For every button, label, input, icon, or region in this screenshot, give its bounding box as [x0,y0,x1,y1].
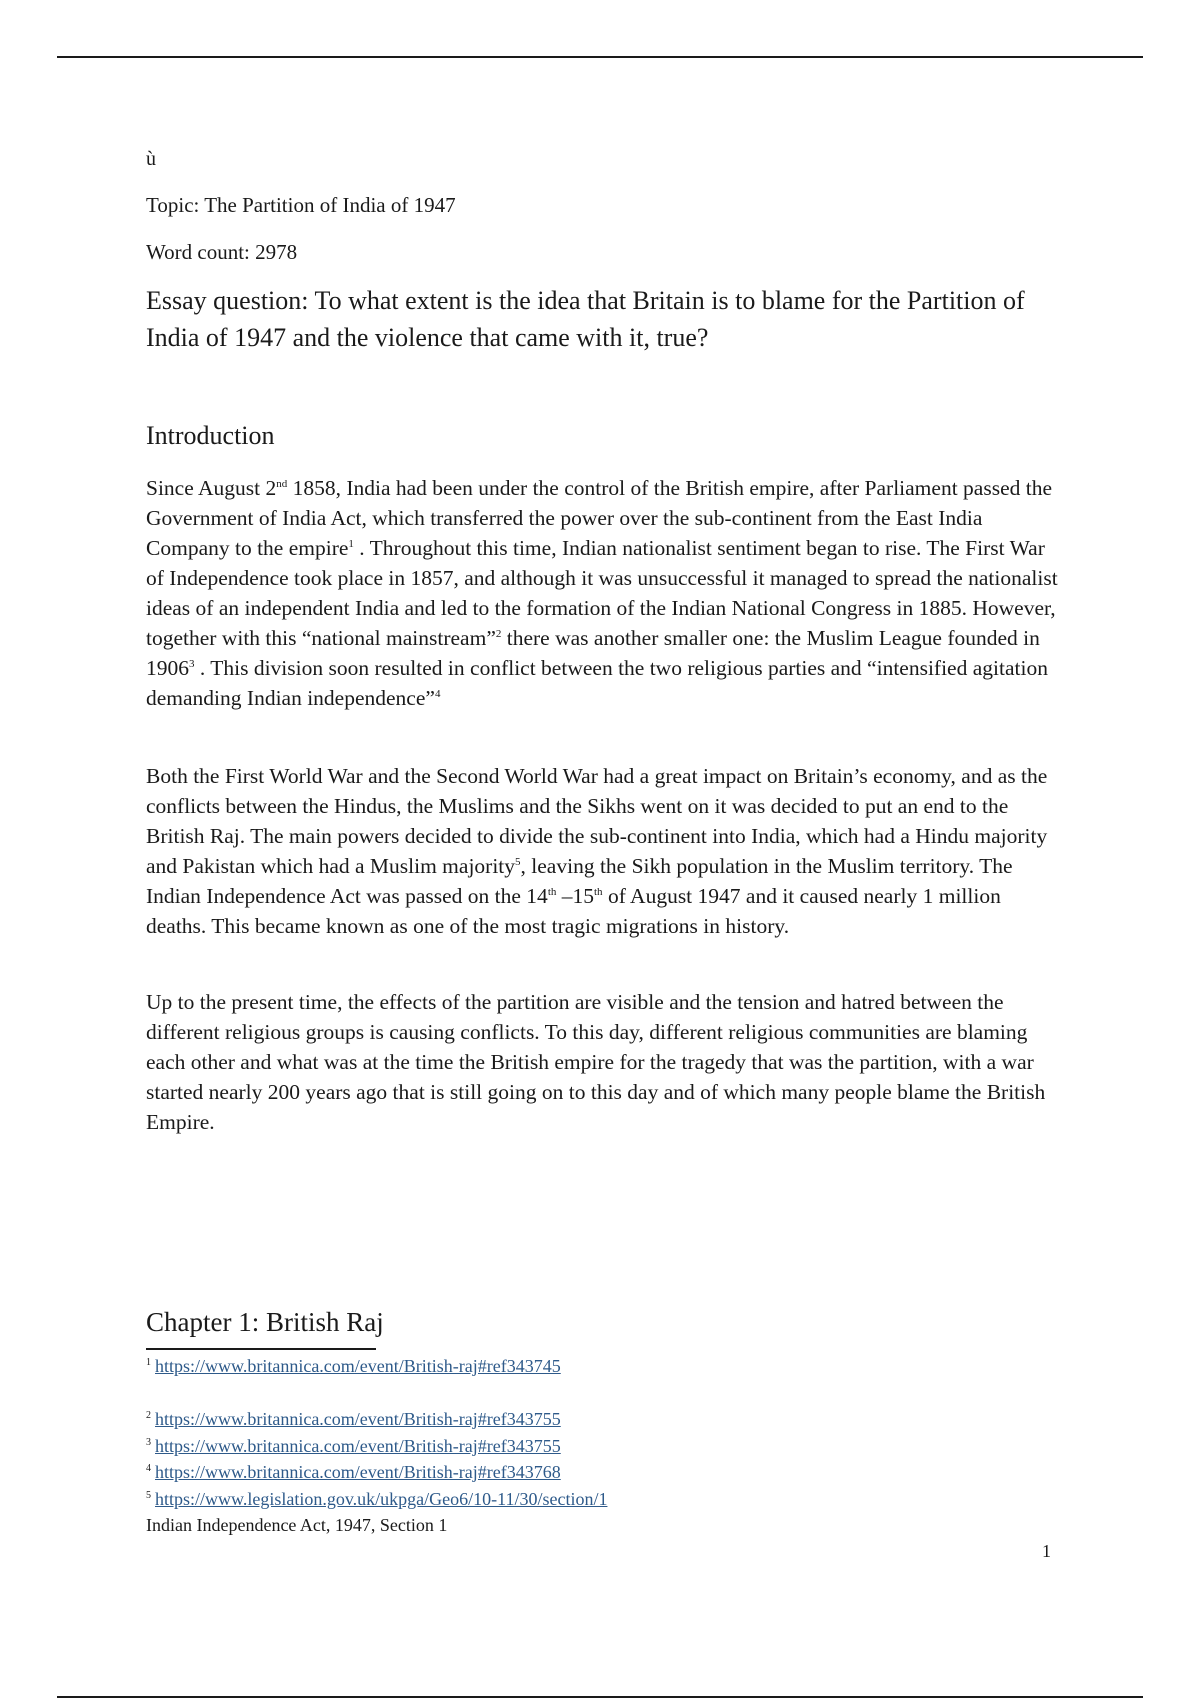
footnote-4-link[interactable]: https://www.britannica.com/event/British-raj#ref343768 [155,1462,561,1482]
footnote-4: $^4$ https://www.britannica.com/event/British-raj#ref343768 [146,1462,561,1482]
essay-question: Essay question: To what extent is the idea that Britain is to blame for the Partition of India of 1947 and the violence that came with it, true? [146,286,1025,352]
footer-rule [57,1696,1143,1698]
footnote-ref-1[interactable]: 1 [348,537,354,550]
intro-paragraph-3: Up to the present time, the effects of the partition are visible and the tension and hatred between the different religious groups is causing conflicts. To this day, different religious communities are blaming each other and what was at the time the British empire for the tragedy that was the partition, with a war started nearly 200 years ago that is still going on to this day and of which many people blame the British Empire. [146,990,1046,1134]
footnote-1: $^1$ https://www.britannica.com/event/British-raj#ref343745 [146,1356,561,1376]
header-rule [57,56,1143,58]
chapter-1-heading: Chapter 1: British Raj [146,1307,384,1337]
footnote-5-link[interactable]: https://www.legislation.gov.uk/ukpga/Geo6/10-11/30/section/1 [155,1489,608,1509]
page-number: 1 [1042,1541,1051,1561]
topic-line: Topic: The Partition of India of 1947 [146,193,456,217]
footnote-2: $^2$ https://www.britannica.com/event/British-raj#ref343755 [146,1409,561,1429]
footnote-ref-4[interactable]: 4 [434,687,441,700]
ordinal-suffix: nd [276,477,288,490]
ordinal-suffix: th [594,885,603,898]
footnote-2-link[interactable]: https://www.britannica.com/event/British-raj#ref343755 [155,1409,561,1429]
ordinal-suffix: th [547,885,557,898]
footnote-ref-3[interactable]: 3 [189,657,195,670]
intro-paragraph-2: Both the First World War and the Second World War had a great impact on Britain’s economy, and as the conflicts between the Hindus, the Muslims and the Sikhs went on it was decided to put an end to the British Raj. The main powers decided to divide the sub-continent into India, which had a Hindu majority and Pakistan which had a Muslim majority$^5$, leaving the Sikh population in the Muslim territory. The Indian Independence Act was passed on the 14th –15th of August 1947 and it caused nearly 1 million deaths. This became known as one of the most tragic migrations in history. [146,764,1048,938]
footnote-separator [146,1348,376,1350]
footnote-ref-2[interactable]: 2 [495,627,502,640]
footnote-3-link[interactable]: https://www.britannica.com/event/British-raj#ref343755 [155,1436,561,1456]
footnote-1-link[interactable]: https://www.britannica.com/event/British-raj#ref343745 [155,1356,561,1376]
footnote-5-caption: Indian Independence Act, 1947, Section 1 [146,1515,448,1535]
footnote-ref-5[interactable]: 5 [515,855,521,868]
word-count: Word count: 2978 [146,240,298,264]
footnote-5: $^5$ https://www.legislation.gov.uk/ukpga/Geo6/10-11/30/section/1 [146,1489,608,1509]
introduction-heading: Introduction [146,421,275,450]
stray-character: ù [146,148,156,170]
footnote-3: $^3$ https://www.britannica.com/event/British-raj#ref343755 [146,1436,561,1456]
intro-paragraph-1: Since August 2nd 1858, India had been under the control of the British empire, after Parliament passed the Government of India Act, which transferred the power over the sub-continent from the East India Company to the empire$^1$ . Throughout this time, Indian nationalist sentiment began to rise. The First War of Independence took place in 1857, and although it was unsuccessful it managed to spread the nationalist ideas of an independent India and led to the formation of the Indian National Congress in 1885. However, together with this “national mainstream”$^2$ there was another smaller one: the Muslim League founded in 1906$^3$ . This division soon resulted in conflict between the two religious parties and “intensified agitation demanding Indian independence”$^4$ [146,476,1058,710]
